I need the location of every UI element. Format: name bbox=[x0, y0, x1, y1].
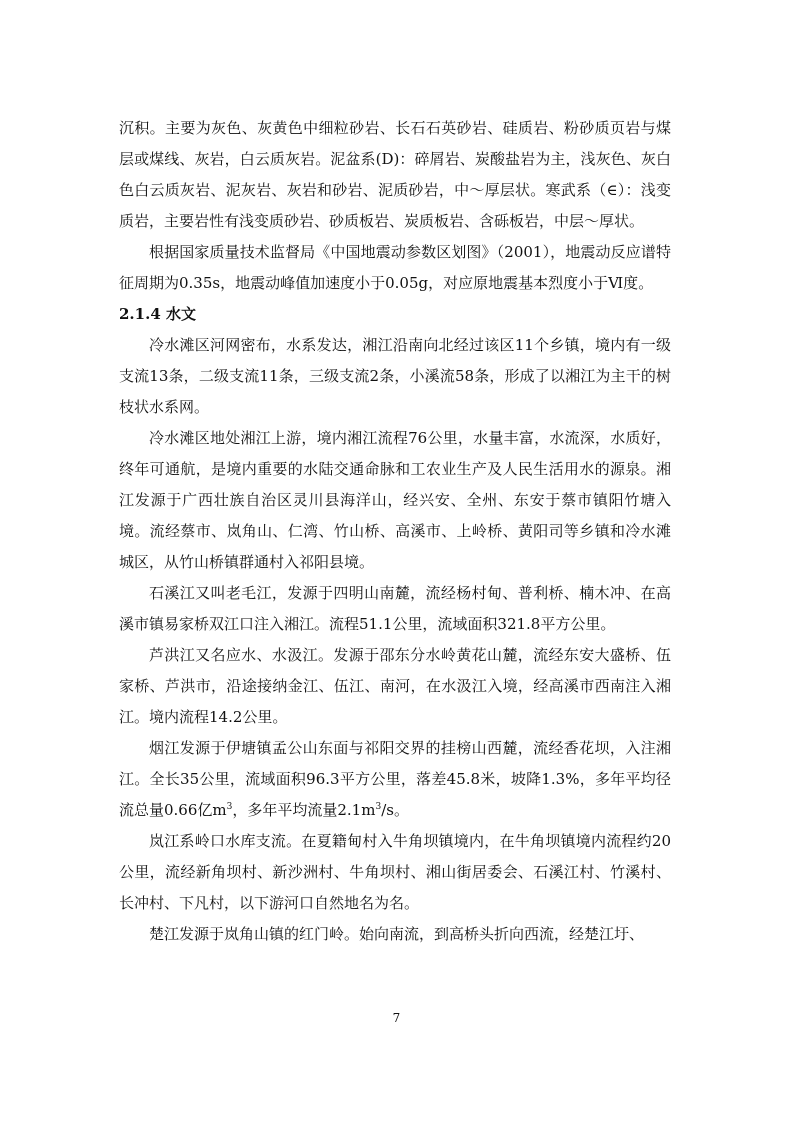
yan-superscript-1: 3 bbox=[226, 802, 233, 812]
page-number: 7 bbox=[392, 1011, 401, 1025]
paragraph-seismic: 根据国家质量技术监督局《中国地震动参数区划图》（2001），地震动反应谱特征周期为0.35s，地震动峰值加速度小于0.05g，对应原地震基本烈度小于Ⅵ度。 bbox=[119, 243, 671, 292]
yan-text-part2: ，多年平均流量2.1m bbox=[232, 801, 376, 819]
yan-superscript-2: 3 bbox=[375, 802, 382, 812]
paragraph-yan-river bbox=[119, 733, 671, 826]
paragraph-river-network: 冷水滩区河网密布，水系发达，湘江沿南向北经过该区11个乡镇，境内有一级支流13条，二级支流11条，三级支流2条，小溪流58条，形成了以湘江为主干的树枝状水系网。 bbox=[119, 336, 671, 416]
page-body bbox=[119, 113, 671, 950]
paragraph-shixi-river: 石溪江又叫老毛江，发源于四明山南麓，流经杨村甸、普利桥、楠木冲、在高溪市镇易家桥双江口注入湘江。流程51.1公里，流域面积321.8平方公里。 bbox=[119, 584, 671, 633]
paragraph-chu-river: 楚江发源于岚角山镇的红门岭。始向南流，到高桥头折向西流，经楚江圩、 bbox=[149, 925, 645, 943]
yan-text-part1: 烟江发源于伊塘镇孟公山东面与祁阳交界的挂榜山西麓，流经香花坝，入注湘江。全长35公里，流域面积96.3平方公里，落差45.8米，坡降1.3%，多年平均径流总量0.66亿m bbox=[119, 739, 671, 819]
section-heading-hydrology: 2.1.4 水文 bbox=[119, 305, 196, 323]
yan-text-part3: /s。 bbox=[381, 801, 409, 819]
paragraph-luhong-river: 芦洪江又名应水、水汲江。发源于邵东分水岭黄花山麓，流经东安大盛桥、伍家桥、芦洪市，沿途接纳金江、伍江、南河，在水汲江入境，经高溪市西南注入湘江。境内流程14.2公里。 bbox=[119, 646, 671, 726]
paragraph-geology: 沉积。主要为灰色、灰黄色中细粒砂岩、长石石英砂岩、硅质岩、粉砂质页岩与煤层或煤线、灰岩，白云质灰岩。泥盆系(D)：碎屑岩、炭酸盐岩为主，浅灰色、灰白色白云质灰岩、泥灰岩、灰岩和砂岩、泥质砂岩，中～厚层状。寒武系（∈）：浅变质岩，主要岩性有浅变质砂岩、砂质板岩、炭质板岩、含砾板岩，中层～厚状。 bbox=[119, 119, 671, 230]
paragraph-lan-river: 岚江系岭口水库支流。在夏籍甸村入牛角坝镇境内，在牛角坝镇境内流程约20公里，流经新角坝村、新沙洲村、牛角坝村、湘山街居委会、石溪江村、竹溪村、长冲村、下凡村，以下游河口自然地名为名。 bbox=[119, 832, 671, 912]
paragraph-xiang-river: 冷水滩区地处湘江上游，境内湘江流程76公里，水量丰富，水流深，水质好，终年可通航，是境内重要的水陆交通命脉和工农业生产及人民生活用水的源泉。湘江发源于广西壮族自治区灵川县海洋山，经兴安、全州、东安于蔡市镇阳竹塘入境。流经蔡市、岚角山、仁湾、竹山桥、高溪市、上岭桥、黄阳司等乡镇和冷水滩城区，从竹山桥镇群通村入祁阳县境。 bbox=[119, 429, 671, 571]
